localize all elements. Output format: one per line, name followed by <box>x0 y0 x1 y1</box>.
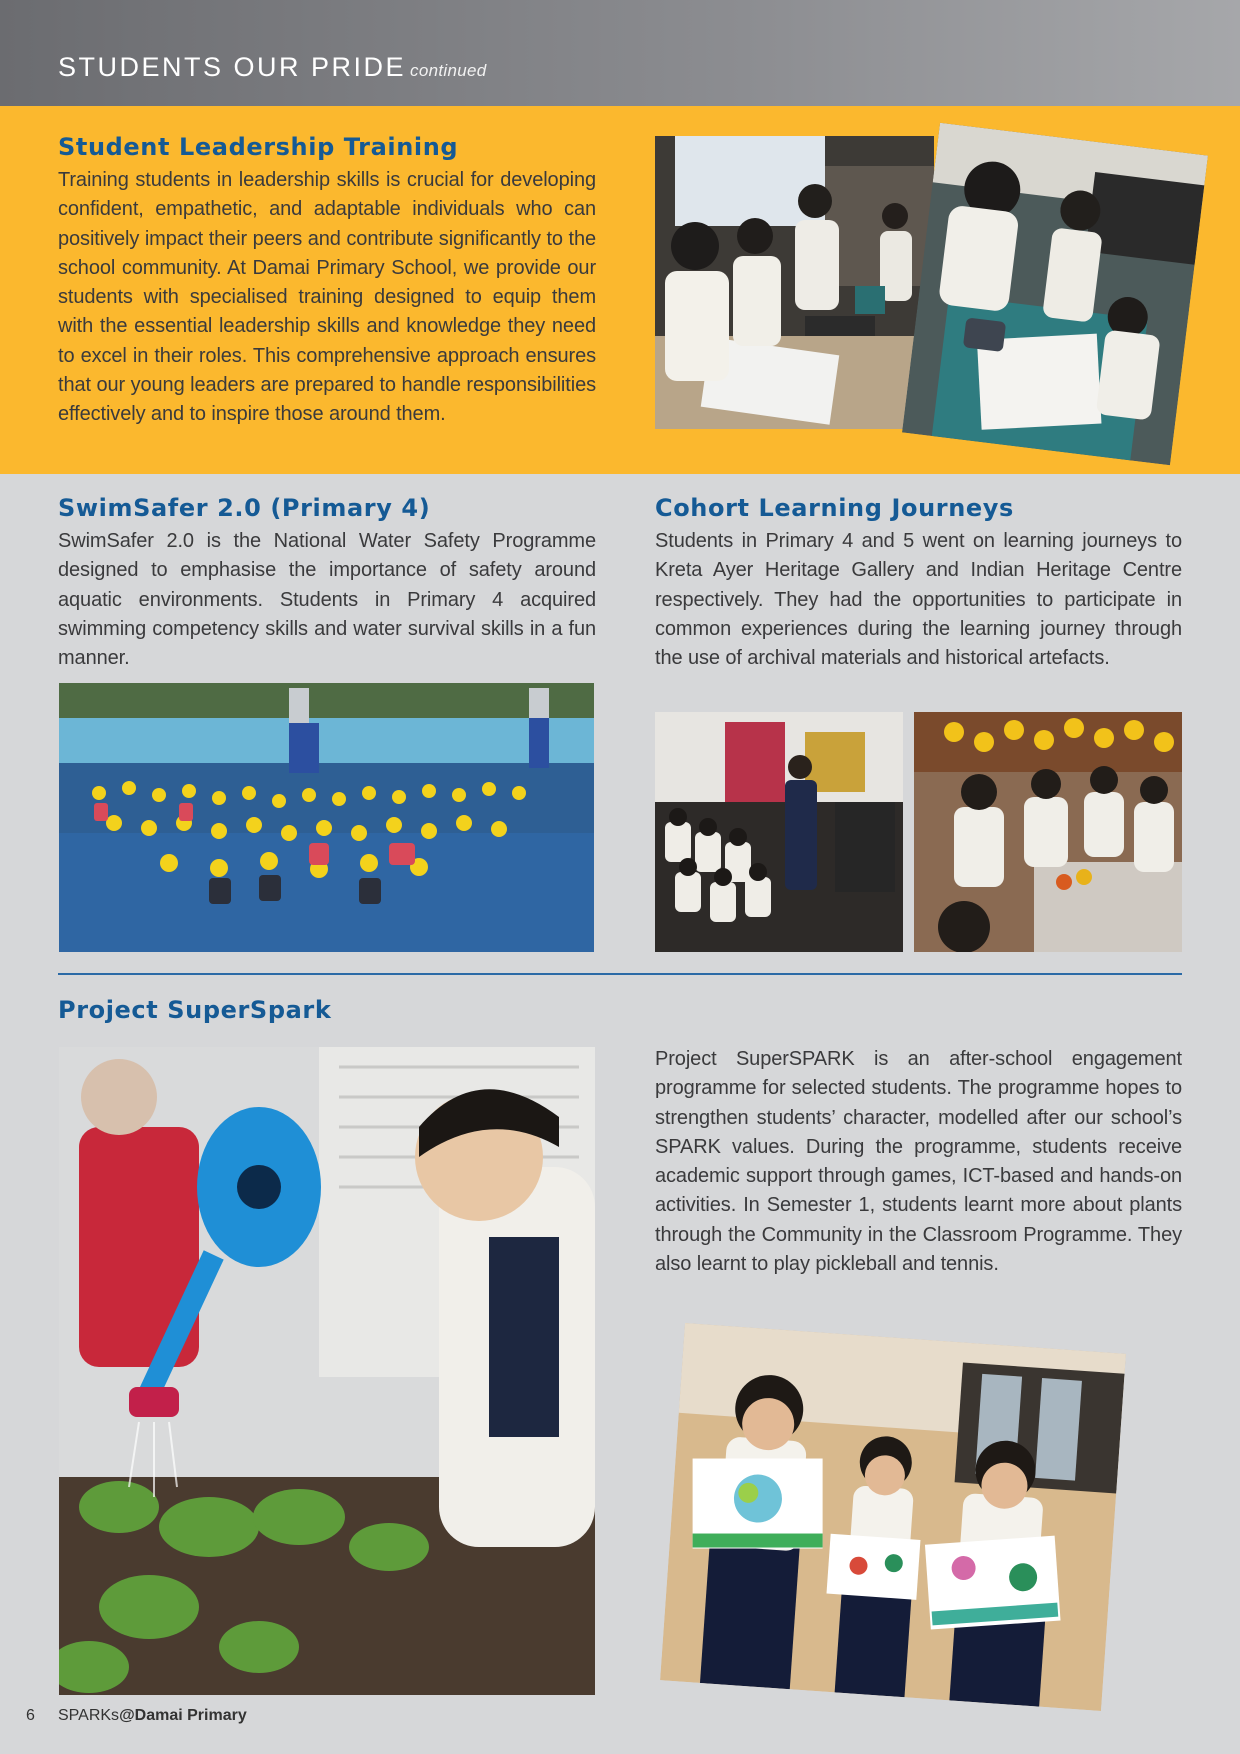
superspark-photo-2 <box>660 1323 1126 1711</box>
swimming-group-photo-image <box>59 683 594 952</box>
page-header <box>0 0 1240 106</box>
page-footer <box>26 1707 247 1725</box>
superspark-photo-1 <box>59 1047 595 1695</box>
leadership-text: Training students in leadership skills is crucial for developing confident, empathetic, and adaptable individuals who can positively impact their peers and contribute significantly to the school community. At Damai Primary School, we provide our students with specialised training designed to equip them with the essential leadership skills and knowledge they need to excel in their roles. This comprehensive approach ensures that our young leaders are prepared to handle responsibilities effectively and to inspire those around them. <box>58 169 596 426</box>
cohort-heading: Cohort Learning Journeys <box>655 494 1014 522</box>
cohort-photo-2 <box>914 712 1182 952</box>
indian-heritage-photo-image <box>914 712 1182 952</box>
publication-name: SPARKs <box>58 1707 120 1724</box>
cohort-photo-1 <box>655 712 903 952</box>
leadership-photo-2 <box>902 123 1208 466</box>
leadership-photo-1 <box>655 136 934 429</box>
group-work-photo-image <box>902 123 1208 466</box>
swimsafer-text: SwimSafer 2.0 is the National Water Safety Programme designed to emphasise the importance of safety around aquatic environments. Students in Primary 4 acquired swimming competency skills and water survival skills in a fun manner. <box>58 530 596 670</box>
superspark-heading: Project SuperSpark <box>58 996 332 1024</box>
classroom-photo-image <box>655 136 934 429</box>
superspark-text: Project SuperSPARK is an after-school engagement programme for selected students. The programme hopes to strengthen students’ character, modelled after our school’s SPARK values. During the programme, students receive academic support through games, ICT-based and hands-on activities. In Semester 1, students learnt more about plants through the Community in the Classroom Programme. They also learnt to play pickleball and tennis. <box>655 1048 1182 1276</box>
section-subtitle: continued <box>410 61 487 80</box>
leadership-heading: Student Leadership Training <box>58 133 459 161</box>
heritage-gallery-photo-image <box>655 712 903 952</box>
swimsafer-heading: SwimSafer 2.0 (Primary 4) <box>58 494 431 522</box>
students-artwork-photo-image <box>660 1323 1126 1711</box>
swimsafer-photo <box>59 683 594 952</box>
cohort-text: Students in Primary 4 and 5 went on learning journeys to Kreta Ayer Heritage Gallery and Indian Heritage Centre respectively. They had the opportunities to participate in common experiences during the learning journey through the use of archival materials and historical artefacts. <box>655 530 1182 670</box>
section-divider <box>58 973 1182 975</box>
page-number: 6 <box>26 1707 35 1724</box>
watering-plants-photo-image <box>59 1047 595 1695</box>
publication-name-bold: @Damai Primary <box>119 1707 247 1724</box>
section-title: STUDENTS OUR PRIDE continued <box>58 52 487 82</box>
